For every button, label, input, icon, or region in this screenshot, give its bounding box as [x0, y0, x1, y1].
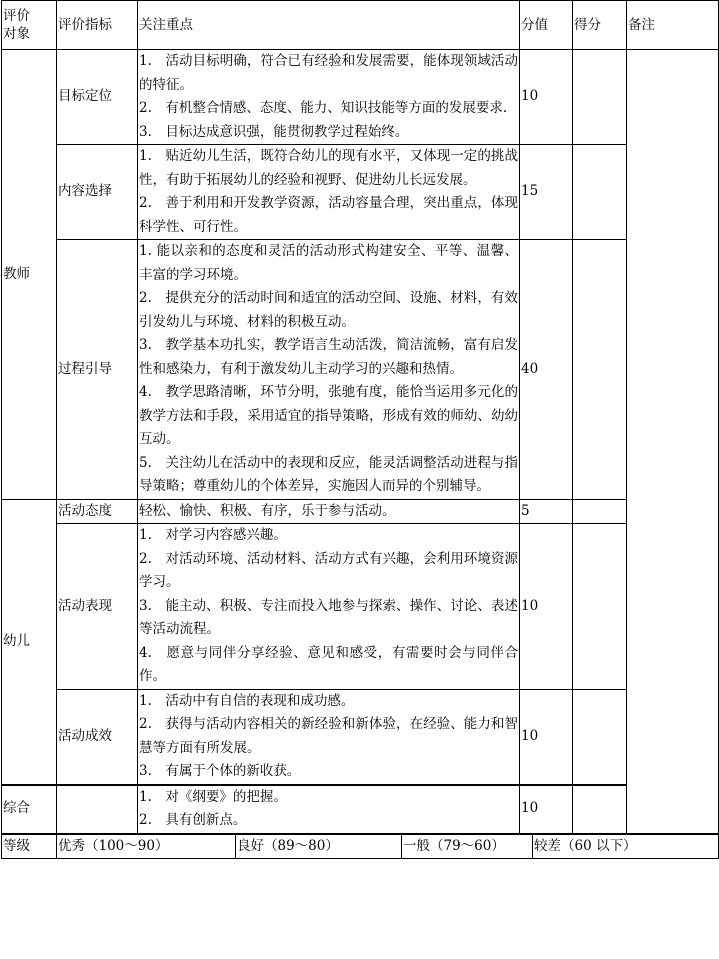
- grade-poor: 较差（60 以下）: [533, 834, 719, 859]
- criteria-item: 2. 具有创新点。: [139, 812, 247, 828]
- group-summary: 综合: [2, 785, 57, 834]
- criteria-item: 3. 教学基本功扎实，教学语言生动活泼，简洁流畅，富有启发性和感染力，有利于激发幼儿主动学习的兴趣和热情。: [139, 337, 518, 377]
- criteria-cell: [138, 499, 520, 524]
- criteria-item: 2. 有机整合情感、态度、能力、知识技能等方面的发展要求.: [139, 100, 508, 116]
- header-got: 得分: [573, 1, 627, 50]
- header-focus: 关注重点: [138, 1, 520, 50]
- criteria-cell: [138, 689, 520, 785]
- table-row: [2, 145, 719, 240]
- got-cell[interactable]: [573, 785, 627, 834]
- criteria-item: 4. 愿意与同伴分享经验、意见和感受，有需要时会与同伴合作。: [139, 644, 518, 684]
- got-cell[interactable]: [573, 524, 627, 690]
- grade-average: 一般（79～60）: [402, 834, 533, 859]
- criteria-cell: [138, 50, 520, 145]
- criteria-item: 1. 能以亲和的态度和灵活的活动形式构建安全、平等、温馨、丰富的学习环境。: [139, 243, 518, 283]
- criteria-item: 1. 对学习内容感兴趣。: [139, 527, 287, 543]
- criteria-item: 3. 目标达成意识强，能贯彻教学过程始终。: [139, 123, 409, 140]
- criteria-item: 3. 能主动、积极、专注而投入地参与探索、操作、讨论、表述等活动流程。: [139, 597, 518, 637]
- got-cell[interactable]: [573, 240, 627, 500]
- indicator-cell: 活动成效: [57, 689, 138, 785]
- criteria-item: 1. 对《纲要》的把握。: [139, 788, 287, 805]
- got-cell[interactable]: [573, 499, 627, 524]
- evaluation-table: [1, 0, 719, 834]
- indicator-cell: 活动态度: [57, 499, 138, 524]
- header-indicator: 评价指标: [57, 1, 138, 50]
- table-row: [2, 689, 719, 785]
- criteria-item: 3. 有属于个体的新收获。: [139, 763, 301, 779]
- criteria-item: 1. 活动中有自信的表现和成功感。: [139, 692, 355, 709]
- table-row: [2, 240, 719, 500]
- grade-row: [2, 834, 719, 859]
- score-cell: 10: [520, 524, 573, 690]
- criteria-item: 1. 活动目标明确，符合已有经验和发展需要，能体现领域活动的特征。: [139, 53, 518, 93]
- indicator-cell: 内容选择: [57, 145, 138, 240]
- indicator-cell: 过程引导: [57, 240, 138, 500]
- criteria-item: 5. 关注幼儿在活动中的表现和反应，能灵活调整活动进程与指导策略；尊重幼儿的个体差异，实施因人而异的个别辅导。: [139, 454, 518, 494]
- criteria-item: 轻松、愉快、积极、有序，乐于参与活动。: [139, 502, 396, 519]
- summary-row: [2, 785, 719, 834]
- remark-cell[interactable]: [627, 50, 719, 834]
- summary-indicator: [57, 785, 138, 834]
- group-teacher: 教师: [2, 50, 57, 500]
- criteria-item: 2. 获得与活动内容相关的新经验和新体验，在经验、能力和智慧等方面有所发展。: [139, 716, 518, 756]
- header-object: 评价 对象: [2, 1, 57, 50]
- header-score: 分值: [520, 1, 573, 50]
- grade-table: [1, 833, 719, 860]
- grade-good: 良好（89～80）: [236, 834, 402, 859]
- table-row: [2, 50, 719, 145]
- criteria-cell: [138, 785, 520, 834]
- score-cell: 40: [520, 240, 573, 500]
- score-cell: 10: [520, 689, 573, 785]
- score-cell: 10: [520, 50, 573, 145]
- score-cell: 10: [520, 785, 573, 834]
- grade-excellent: 优秀（100～90）: [57, 834, 236, 859]
- got-cell[interactable]: [573, 145, 627, 240]
- criteria-cell: [138, 524, 520, 690]
- group-child: 幼儿: [2, 499, 57, 785]
- score-cell: 5: [520, 499, 573, 524]
- table-row: [2, 499, 719, 524]
- table-row: [2, 524, 719, 690]
- criteria-item: 2. 提供充分的活动时间和适宜的活动空间、设施、材料，有效引发幼儿与环境、材料的积极互动。: [139, 290, 518, 330]
- header-row: [2, 1, 719, 50]
- score-cell: 15: [520, 145, 573, 240]
- header-remark: 备注: [627, 1, 719, 50]
- indicator-cell: 活动表现: [57, 524, 138, 690]
- grade-label: 等级: [2, 834, 57, 859]
- criteria-item: 4. 教学思路清晰，环节分明，张驰有度，能恰当运用多元化的教学方法和手段，采用适宜的指导策略，形成有效的师幼、幼幼互动。: [139, 384, 518, 447]
- got-cell[interactable]: [573, 50, 627, 145]
- criteria-item: 1. 贴近幼儿生活，既符合幼儿的现有水平，又体现一定的挑战性，有助于拓展幼儿的经验和视野、促进幼儿长远发展。: [139, 148, 518, 188]
- criteria-item: 2. 对活动环境、活动材料、活动方式有兴趣，会利用环境资源学习。: [139, 550, 518, 590]
- criteria-cell: [138, 145, 520, 240]
- criteria-cell: [138, 240, 520, 500]
- indicator-cell: 目标定位: [57, 50, 138, 145]
- got-cell[interactable]: [573, 689, 627, 785]
- criteria-item: 2. 善于利用和开发教学资源，活动容量合理，突出重点，体现科学性、可行性。: [139, 195, 518, 235]
